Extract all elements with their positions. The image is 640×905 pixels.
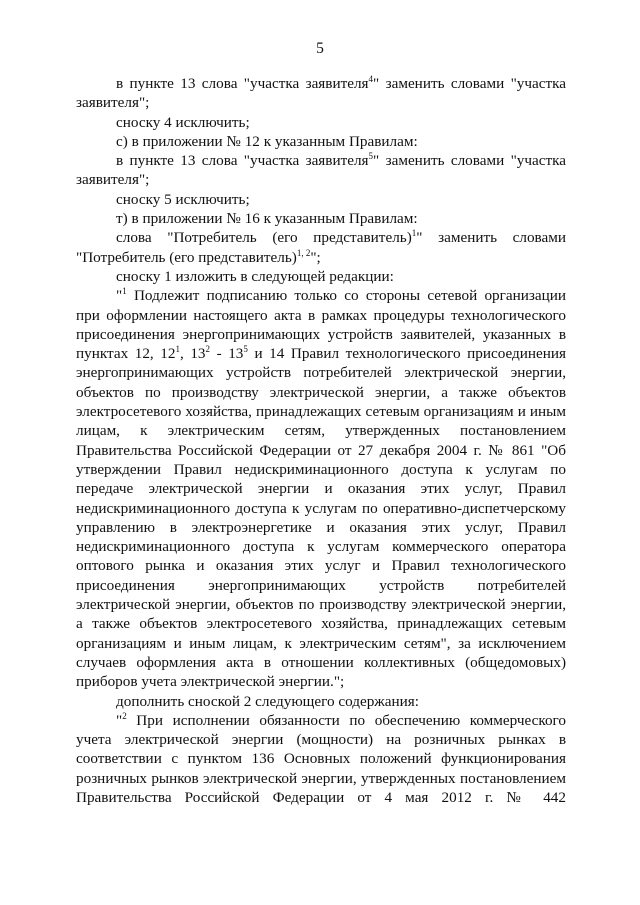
text-run: и 14 Правил технологического присоединения энергопринимающих устройств потребителей электрической энергии, объектов по производству электрической энергии, а также объектов электросетевого хозяйства, принадлежащих сетевым организациям и иным лицам, к электрическим сетям, утвержденных постановлением Правительства Российской Федерации от 27 декабря 2004 г. № 861 "Об утверждении Правил недискриминационного доступа к услугам по передаче электрической энергии и оказания этих услуг, Правил недискриминационного доступа к услугам по оперативно-диспетчерскому управлению в электроэнергетике и оказания этих услуг, Правил недискриминационного доступа к услугам коммерческого оператора оптового рынка и оказания этих услуг и Правил технологического присоединения энергопринимающих устройств потребителей электрической энергии, объектов по производству электрической энергии, а также объектов электросетевого хозяйства, принадлежащих сетевым организациям и иным лицам, к электрическим сетям", за исключением случаев оформления акта в отношении коллективных (общедомовых) приборов учета электрической энергии."; — [76, 345, 567, 691]
paragraph-p2 — [76, 113, 566, 132]
text-run: "; — [310, 248, 321, 266]
text-run: " заменить словами "Потребитель (его представитель) — [76, 229, 567, 266]
text-run: в пункте 13 слова "участка заявителя — [116, 75, 369, 92]
text-run: дополнить сноской 2 следующего содержания: — [116, 692, 419, 710]
text-run: - 13 — [210, 345, 244, 363]
text-run: " заменить словами "участка заявителя"; — [76, 75, 567, 112]
paragraph-p1 — [76, 74, 566, 113]
text-run: " — [116, 287, 123, 305]
paragraph-p6 — [76, 209, 566, 228]
text-run: сноску 1 изложить в следующей редакции: — [116, 267, 394, 285]
document-body — [76, 74, 566, 807]
paragraph-p5 — [76, 190, 566, 209]
text-run: Подлежит подписанию только со стороны сетевой организации при оформлении настоящего акта в рамках процедуры технологического присоединения энергопринимающих устройств заявителей, указанных в пунктах 12, 12 — [76, 287, 566, 363]
text-run: " — [116, 711, 123, 729]
footnote-marker: 2 — [122, 710, 127, 721]
footnote-marker: 1 — [175, 344, 180, 355]
text-run: в пункте 13 слова "участка заявителя — [116, 152, 369, 170]
paragraph-p9 — [76, 286, 566, 691]
paragraph-p7 — [76, 228, 566, 267]
paragraph-p11 — [76, 711, 566, 807]
text-run: сноску 4 исключить; — [116, 113, 250, 131]
paragraph-p8 — [76, 267, 566, 286]
text-run: При исполнении обязанности по обеспечению коммерческого учета электрической энергии (мощности) на розничных рынках в соответствии с пунктом 136 Основных положений функционирования розничных рынков электрической энергии, утвержденных постановлением Правительства Российской Федерации от 4 мая 2012 г. № 442 — [76, 711, 566, 806]
text-run: , 13 — [179, 345, 206, 363]
paragraph-p10 — [76, 692, 566, 711]
footnote-marker: 4 — [368, 73, 374, 84]
text-run: " заменить словами "участка заявителя"; — [76, 152, 567, 189]
page-number: 5 — [316, 40, 324, 57]
footnote-marker: 5 — [368, 151, 374, 162]
paragraph-p3 — [76, 132, 566, 151]
paragraph-p4 — [76, 151, 566, 190]
footnote-marker: 1 — [411, 228, 417, 239]
text-run: т) в приложении № 16 к указанным Правилам: — [116, 210, 418, 228]
text-run: с) в приложении № 12 к указанным Правилам: — [116, 132, 418, 150]
footnote-marker: 1 — [122, 286, 127, 297]
footnote-marker: 2 — [205, 344, 211, 355]
text-run: сноску 5 исключить; — [116, 190, 250, 208]
footnote-marker: 1, 2 — [296, 247, 311, 258]
footnote-marker: 5 — [243, 344, 248, 355]
text-run: слова "Потребитель (его представитель) — [116, 229, 412, 247]
